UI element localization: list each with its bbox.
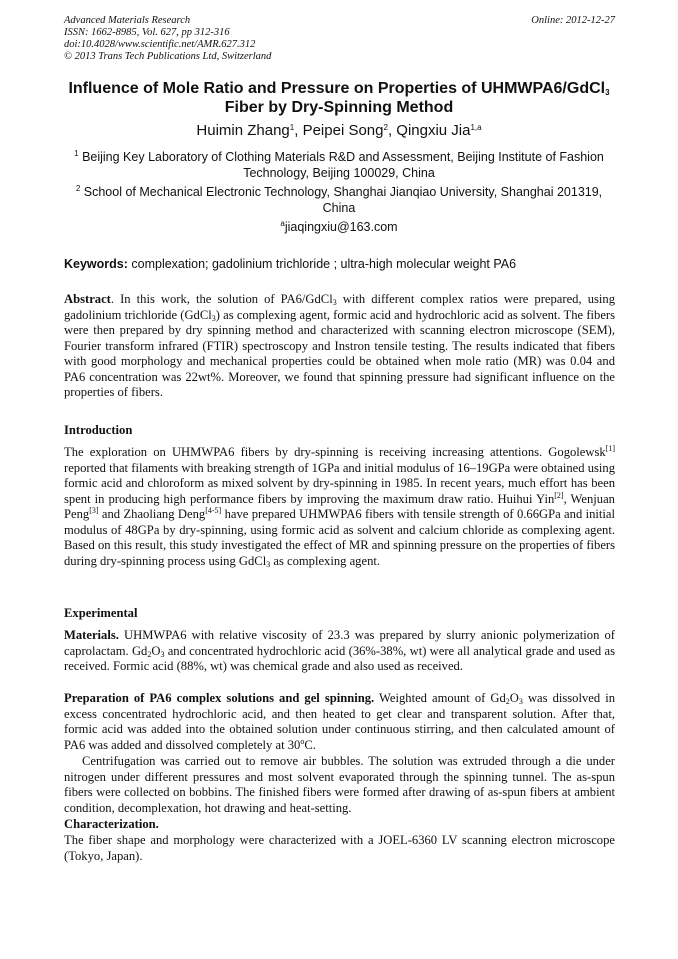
body-text: O (151, 643, 161, 658)
body-text: as complexing agent. (270, 553, 381, 568)
subsection-label: Characterization. (64, 817, 159, 831)
keywords-line (64, 256, 616, 272)
section-heading-introduction: Introduction (64, 423, 133, 437)
affiliation-text: Beijing Key Laboratory of Clothing Materials R&D and Assessment, Beijing Institute of Fashion Technology, Beijing 100029, China (82, 150, 604, 180)
superscript: o (300, 736, 305, 746)
abstract-text: . In this work, the solution of PA6/GdCl (110, 292, 333, 306)
body-text: and Zhaoliang Deng (98, 507, 206, 521)
body-text: O (509, 691, 519, 705)
email-address: jiaqingxiu@163.com (284, 220, 398, 234)
citation-ref: [1] (605, 444, 615, 453)
body-text: , Wenjuan Peng (64, 491, 615, 521)
abstract-text: with different complex ratios were prepared, using gadolinium trichloride (GdCl (64, 292, 615, 322)
characterization-paragraph: The fiber shape and morphology were characterized with a JOEL-6360 LV scanning electron microscope (Tokyo, Japan). (64, 833, 615, 863)
body-text: have prepared UHMWPA6 fibers with tensile strength of 0.66GPa and initial modulus of 48GPa by dry-spinning, using formic acid as solvent and calcium chloride as complexing agent. Based on this result, this study investigated the effect of MR and spinning pressure on the properties of fibers during dry-spinning process using GdCl (64, 507, 616, 568)
subscript: 2 (147, 649, 152, 659)
affiliation-number: 1 (74, 149, 79, 158)
subsection-label: Preparation of PA6 complex solutions and gel spinning. (64, 691, 375, 705)
body-text: Weighted amount of Gd (374, 691, 506, 705)
copyright-line: © 2013 Trans Tech Publications Ltd, Switzerland (64, 51, 272, 62)
abstract-text: ) as complexing agent, formic acid and hydrochloric acid as solvent. The fibers were then prepared by dry spinning method and characterized with scanning electron microscope (SEM), Fourier transform infrared (FTIR) spectroscopy and Instron tensile testing. The results indicated that fibers with good morphology and mechanical properties could be obtained when mole ratio (MR) was 0.04 and PA6 concentration was 22wt%. Moreover, we found that spinning pressure had significant influence on the properties of fibers. (64, 307, 616, 399)
affiliation-2 (70, 184, 608, 216)
author-affil-mark: 1 (289, 123, 295, 132)
subscript: 3 (518, 697, 523, 706)
title-subscript: 3 (605, 88, 610, 97)
title-line-1: Influence of Mole Ratio and Pressure on Properties of UHMWPA6/GdCl (68, 80, 606, 97)
citation-ref: [2] (554, 490, 564, 500)
journal-name: Advanced Materials Research (64, 15, 191, 26)
author-name: Peipei Song (302, 122, 384, 139)
paper-title (60, 79, 618, 117)
body-text: C. (304, 737, 316, 752)
characterization-label (64, 817, 615, 833)
email-mark: a (280, 219, 285, 228)
centrifugation-paragraph: Centrifugation was carried out to remove air bubbles. The solution was extruded through a die under nitrogen under different pressures and most solvent evaporated through the spinning tunnel. The as-spun fibers were collected on bobbins. The finished fibers were formed after drawing of as-spun fibers at ambient condition, decomplexation, hot drawing and heat-setting. (64, 754, 615, 815)
body-text: and concentrated hydrochloric acid (36%-38%, wt) were all analytical grade and used as received. Formic acid (88%, wt) was chemical grade and also used as received. (64, 643, 615, 673)
subscript: 3 (160, 649, 165, 659)
keywords-label: Keywords: (64, 257, 128, 271)
affiliation-number: 2 (75, 184, 81, 193)
section-heading-experimental: Experimental (64, 606, 138, 620)
body-text: The exploration on UHMWPA6 fibers by dry-spinning is receiving increasing attentions. Gogolewsk (64, 445, 606, 459)
corresponding-email (60, 219, 618, 235)
issn-line: ISSN: 1662-8985, Vol. 627, pp 312-316 (64, 27, 230, 38)
subscript: 2 (505, 697, 510, 706)
body-text: was dissolved in excess concentrated hydrochloric acid, and then heated to get clear and transparent solution. After that, formic acid was added into the obtained solution under continuous stirring, and then calculated amount of PA6 was added and dissolved completely at 30 (64, 691, 616, 752)
materials-paragraph (64, 628, 615, 675)
title-line-2: Fiber by Dry-Spinning Method (224, 99, 454, 116)
online-date: Online: 2012-12-27 (531, 15, 615, 26)
abstract-paragraph (64, 292, 615, 401)
subscript: 3 (211, 313, 216, 323)
preparation-paragraph (64, 691, 615, 753)
journal-header (64, 15, 271, 63)
keywords-text: complexation; gadolinium trichloride ; ultra-high molecular weight PA6 (127, 257, 517, 271)
author-affil-mark: 2 (383, 123, 388, 132)
citation-ref: [3] (89, 506, 99, 515)
body-text: UHMWPA6 with relative viscosity of 23.3 was prepared by slurry anionic polymerization of caprolactam. Gd (64, 628, 615, 658)
author-name: Huimin Zhang (196, 122, 290, 139)
affiliation-1 (70, 149, 608, 181)
abstract-label: Abstract (64, 292, 111, 306)
doi-line: doi:10.4028/www.scientific.net/AMR.627.312 (64, 39, 256, 50)
introduction-paragraph (64, 445, 615, 569)
subscript: 3 (332, 298, 337, 307)
author-name: Qingxiu Jia (396, 122, 471, 139)
author-list: Huimin Zhang$^1$, Peipei Song$^2$, Qingxiu Jia$^{1,a}$ (196, 122, 482, 139)
citation-ref: [4-5] (205, 506, 222, 515)
body-text: reported that filaments with breaking strength of 1GPa and initial modulus of 16–19GPa were obtained using formic acid and chloroform as mixed solvent by dry-spinning in 1985. In recent years, much effort has been spent in producing high performance fibers by improving the maximum draw ratio. Huihui Yin (64, 460, 615, 506)
affiliation-text: School of Mechanical Electronic Technology, Shanghai Jianqiao University, Shanghai 201319, China (83, 185, 603, 215)
subscript: 3 (266, 559, 271, 569)
subsection-label: Materials. (64, 628, 119, 642)
author-affil-mark: 1,a (470, 123, 482, 132)
